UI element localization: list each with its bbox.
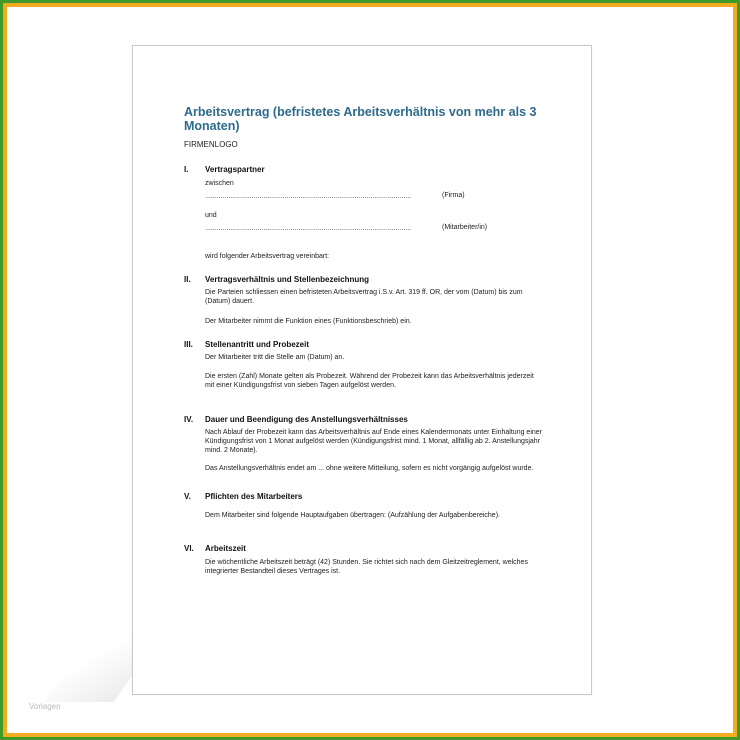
section-4-number: IV. [184,415,194,424]
section-3-paragraph-1: Der Mitarbeiter tritt die Stelle am (Datum) an. [205,354,345,361]
firma-fill-line: .......................................................................................................... [205,193,412,200]
document-title: Arbeitsvertrag (befristetes Arbeitsverhältnis von mehr als 3 Monaten) [184,105,537,133]
section-2-title: Vertragsverhältnis und Stellenbezeichnung [205,275,370,284]
section-1-between: zwischen [205,180,234,187]
section-6-number: VI. [184,544,194,553]
section-1-closing: wird folgender Arbeitsvertrag vereinbart: [205,253,330,260]
section-3-number: III. [184,340,193,349]
canvas [7,7,733,733]
section-1-number: I. [184,165,189,174]
section-4-paragraph-1: Nach Ablauf der Probezeit kann das Arbeitsverhältnis auf Ende eines Kalendermonats unter Einhaltung einer Kündigungsfrist von 1 Monat aufgelöst werden (Kündigungsfrist mind. 1 Monat, allfällig ab 2. Anstellungsjahr mind. 2 Monate). [205,429,542,455]
section-2-paragraph-2: Der Mitarbeiter nimmt die Funktion eines (Funktionsbeschrieb) ein. [205,318,412,325]
section-1-und: und [205,212,217,219]
watermark: Vorlagen [29,702,61,711]
section-2-number: II. [184,275,191,284]
section-4-title: Dauer und Beendigung des Anstellungsverhältnisses [205,415,408,424]
section-3-title: Stellenantritt und Probezeit [205,340,310,349]
section-5-paragraph-1: Dem Mitarbeiter sind folgende Hauptaufgaben übertragen: (Aufzählung der Aufgabenbereiche). [205,512,500,519]
section-5-number: V. [184,492,191,501]
frame-inner-border [3,3,737,737]
logo-placeholder: FIRMENLOGO [184,140,238,149]
section-3-paragraph-2: Die ersten (Zahl) Monate gelten als Probezeit. Während der Probezeit kann das Arbeitsverhältnis jederzeit mit einer Kündigungsfrist von sieben Tagen aufgelöst werden. [205,373,534,390]
section-6-title: Arbeitszeit [205,544,246,553]
section-1-title: Vertragspartner [205,165,265,174]
section-2-paragraph-1: Die Parteien schliessen einen befristeten Arbeitsvertrag i.S.v. Art. 319 ff. OR, der vom (Datum) bis zum (Datum) dauert. [205,289,523,306]
mitarbeiter-label: (Mitarbeiter/in) [442,224,488,231]
section-4-paragraph-2: Das Anstellungsverhältnis endet am ... ohne weitere Mitteilung, sofern es nicht vorgängig aufgelöst wurde. [205,465,534,472]
section-5-title: Pflichten des Mitarbeiters [205,492,303,501]
document-page [132,45,592,695]
mitarbeiter-fill-line: .......................................................................................................... [205,225,412,232]
firma-label: (Firma) [442,192,465,199]
section-6-paragraph-1: Die wöchentliche Arbeitszeit beträgt (42) Stunden. Sie richtet sich nach dem Gleitzeitreglement, welches integrierter Bestandteil dieses Vertrages ist. [205,559,528,576]
